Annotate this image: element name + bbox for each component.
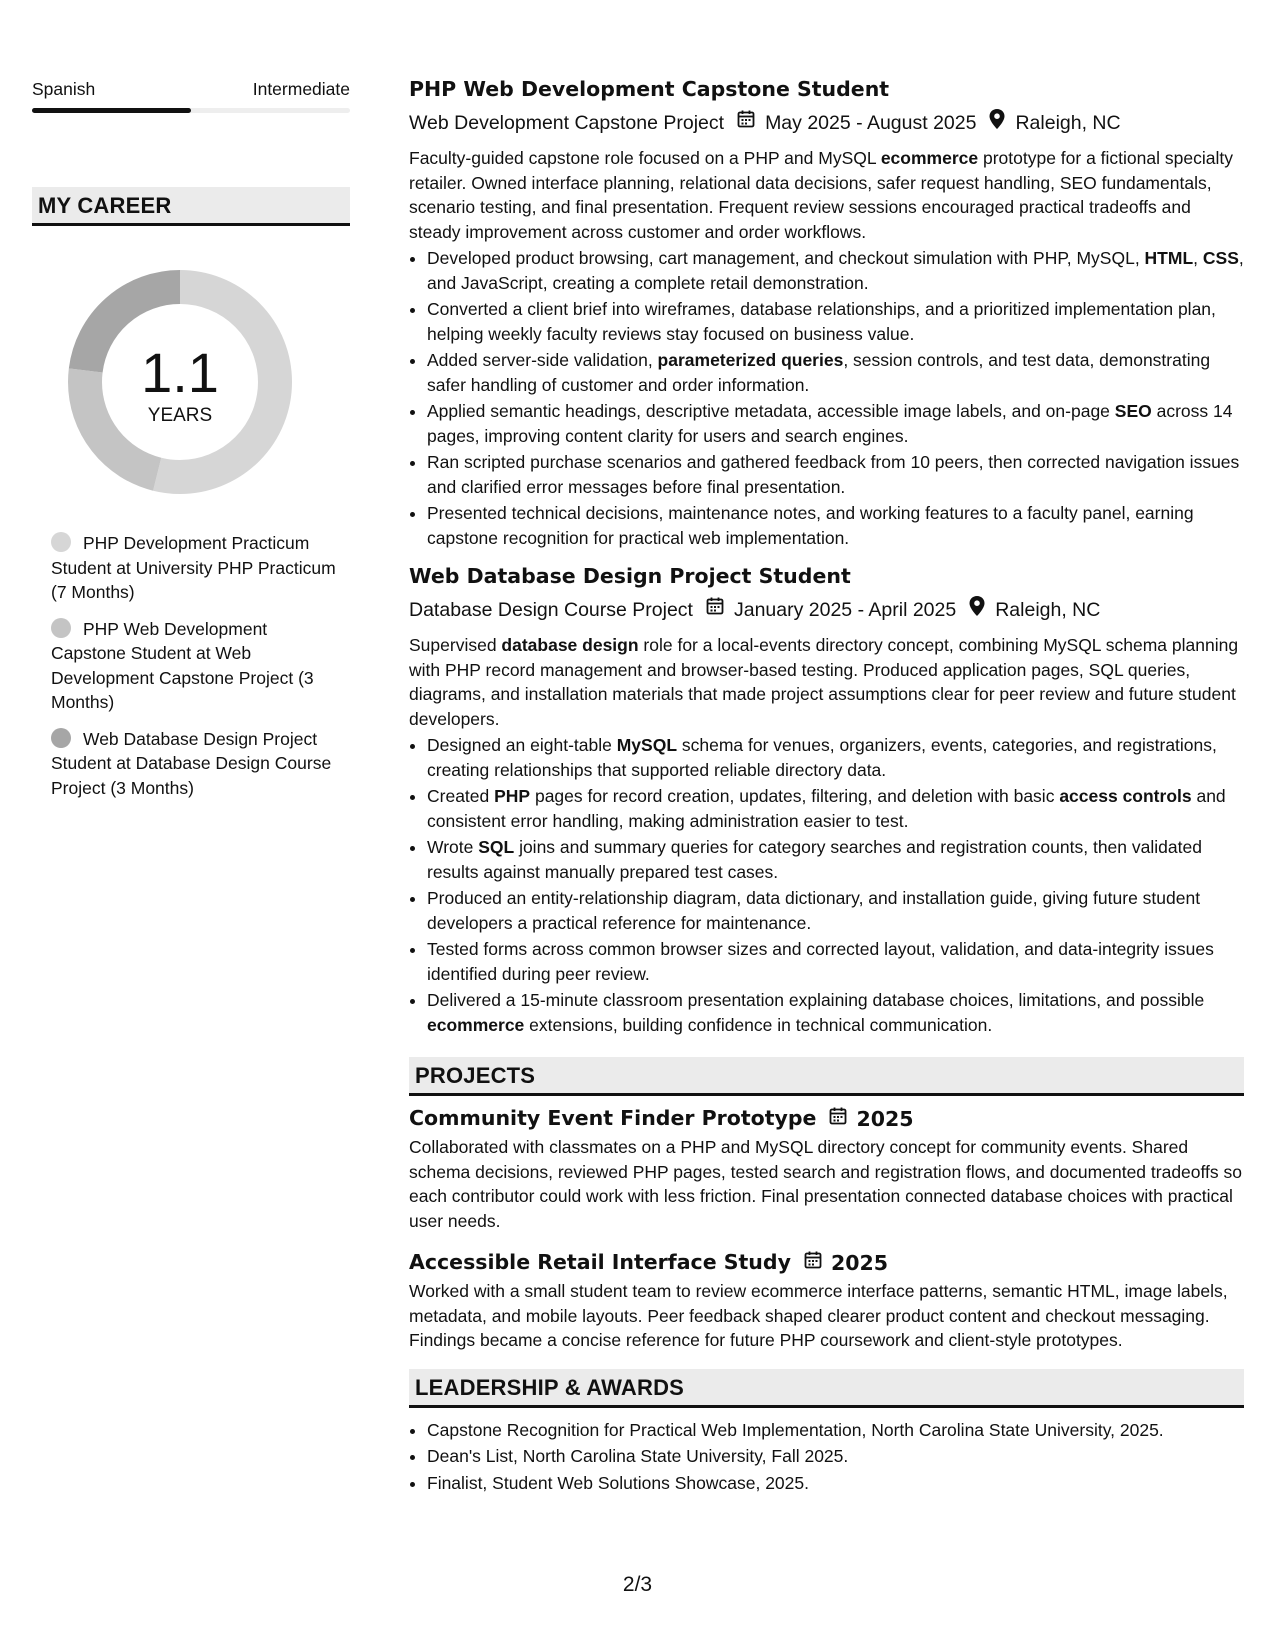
job-bullet xyxy=(427,835,1244,884)
keyword-bold: parameterized queries xyxy=(657,350,844,370)
job-bullet xyxy=(427,501,1244,550)
career-legend-item xyxy=(51,531,336,605)
projects-section-header: PROJECTS xyxy=(409,1057,1244,1096)
text-run: Created xyxy=(427,786,495,806)
career-legend-label: Web Database Design Project Student at Database Design Course Project (3 Months) xyxy=(51,728,332,798)
job-bullet xyxy=(427,399,1244,448)
career-donut-chart xyxy=(67,269,293,495)
keyword-bold: SQL xyxy=(478,837,515,857)
text-run: , session controls, and test data, demonstrating safer handling of customer and order information. xyxy=(427,350,1211,395)
language-name: Spanish xyxy=(32,79,96,99)
language-row xyxy=(32,78,350,100)
job-meta xyxy=(409,595,1244,624)
text-run: joins and summary queries for category searches and registration counts, then validated results against manually prepared test cases. xyxy=(427,837,1202,882)
map-pin-icon xyxy=(988,108,1006,137)
project-description: Worked with a small student team to review ecommerce interface patterns, semantic HTML, image labels, metadata, and mobile layouts. Peer feedback shaped clearer product content and checkout messaging. Findings became a concise reference for future PHP coursework and client-style prototypes. xyxy=(409,1281,1228,1350)
job-bullet xyxy=(427,937,1244,986)
project-year: 2025 xyxy=(830,1250,888,1275)
job-location: Raleigh, NC xyxy=(995,598,1101,621)
project-entry xyxy=(409,1105,1244,1233)
text-run: Developed product browsing, cart management, and checkout simulation with PHP, MySQL, xyxy=(427,248,1145,268)
career-total-unit: YEARS xyxy=(147,405,213,426)
text-run: schema for venues, organizers, events, categories, and registrations, creating relationships that supported reliable directory data. xyxy=(427,735,1217,780)
text-run: prototype for a fictional specialty retailer. Owned interface planning, relational data decisions, safer request handling, SEO fundamentals, scenario testing, and final presentation. Frequent review sessions encouraged practical tradeoffs and steady improvement across customer and order workflows. xyxy=(409,148,1233,242)
award-item: • Capstone Recognition for Practical Web Implementation, North Carolina State University, 2025. xyxy=(427,1418,1244,1443)
text-run: Tested forms across common browser sizes and corrected layout, validation, and data-integrity issues identified during peer review. xyxy=(427,939,1214,984)
calendar-icon xyxy=(803,1250,823,1275)
job-title: PHP Web Development Capstone Student xyxy=(409,77,890,101)
career-legend-label: PHP Development Practicum Student at University PHP Practicum (7 Months) xyxy=(51,533,336,602)
keyword-bold: database design xyxy=(501,635,639,655)
project-description: Collaborated with classmates on a PHP and MySQL directory concept for community events. Shared schema decisions, reviewed PHP pages, tested search and registration flows, and documented tradeoffs so each contributor could work with less friction. Final presentation connected database choices with practical user needs. xyxy=(409,1137,1243,1231)
text-run: , xyxy=(1193,248,1203,268)
text-run: Designed an eight-table xyxy=(427,735,617,755)
job-location: Raleigh, NC xyxy=(1015,111,1121,134)
experience-list xyxy=(409,76,1244,1037)
text-run: pages for record creation, updates, filtering, and deletion with basic xyxy=(530,786,1060,806)
job-dates: May 2025 - August 2025 xyxy=(765,111,977,134)
page-number: 2/3 xyxy=(622,1573,653,1596)
calendar-icon xyxy=(705,596,725,623)
keyword-bold: HTML xyxy=(1144,248,1194,268)
job-bullet xyxy=(427,886,1244,935)
legend-dot-icon xyxy=(51,618,71,638)
award-item: • Dean's List, North Carolina State University, Fall 2025. xyxy=(427,1444,1244,1469)
text-run: role for a local-events directory concept, combining MySQL schema planning with PHP record management and browser-based testing. Produced application pages, SQL queries, diagrams, and installation materials that made project assumptions clear for peer review and future student developers. xyxy=(409,635,1239,729)
job-bullet xyxy=(427,988,1244,1037)
text-run: Delivered a 15-minute classroom presentation explaining database choices, limitations, and possible xyxy=(427,990,1205,1010)
legend-dot-icon xyxy=(51,728,71,748)
career-donut-center xyxy=(67,269,293,495)
job-bullet xyxy=(427,348,1244,397)
awards-section-header: LEADERSHIP & AWARDS xyxy=(409,1369,1244,1408)
text-run: Added server-side validation, xyxy=(427,350,658,370)
legend-dot-icon xyxy=(51,532,71,552)
awards-list xyxy=(409,1418,1244,1496)
text-run: and consistent error handling, making administration easier to test. xyxy=(427,786,1226,831)
keyword-bold: ecommerce xyxy=(880,148,979,168)
career-total-value: 1.1 xyxy=(141,341,219,404)
job-bullet xyxy=(427,246,1244,295)
text-run: extensions, building confidence in technical communication. xyxy=(524,1014,993,1035)
job-entry xyxy=(409,76,1244,550)
text-run: Wrote xyxy=(427,837,479,857)
career-legend-item xyxy=(51,617,336,715)
job-bullet xyxy=(427,733,1244,782)
keyword-bold: PHP xyxy=(494,786,531,806)
sidebar xyxy=(32,78,350,812)
calendar-icon xyxy=(828,1106,848,1131)
job-bullet xyxy=(427,297,1244,346)
job-meta xyxy=(409,108,1244,137)
keyword-bold: MySQL xyxy=(616,735,678,755)
keyword-bold: CSS xyxy=(1202,248,1239,268)
career-legend xyxy=(51,531,336,800)
job-summary xyxy=(409,633,1244,731)
text-run: Produced an entity-relationship diagram, data dictionary, and installation guide, giving future student developers a practical reference for maintenance. xyxy=(427,888,1201,933)
language-level: Intermediate xyxy=(252,79,350,99)
job-bullet xyxy=(427,784,1244,833)
project-entry xyxy=(409,1249,1244,1353)
text-run: Presented technical decisions, maintenance notes, and working features to a faculty panel, earning capstone recognition for practical web implementation. xyxy=(427,503,1194,548)
career-legend-label: PHP Web Development Capstone Student at Web Development Capstone Project (3 Months) xyxy=(51,618,314,712)
language-proficiency-fill xyxy=(32,108,191,113)
job-dates: January 2025 - April 2025 xyxy=(733,598,957,621)
language-proficiency-bar xyxy=(32,108,350,113)
job-bullets xyxy=(409,246,1244,550)
text-run: Faculty-guided capstone role focused on a PHP and MySQL xyxy=(409,148,881,168)
keyword-bold: ecommerce xyxy=(427,1014,525,1035)
text-run: across 14 pages, improving content clarity for users and search engines. xyxy=(427,401,1233,446)
project-title-row xyxy=(409,1249,1244,1276)
career-section-header: MY CAREER xyxy=(32,187,350,226)
project-year: 2025 xyxy=(856,1106,914,1131)
text-run: Supervised xyxy=(409,635,502,655)
text-run: Converted a client brief into wireframes, database relationships, and a prioritized implementation plan, helping weekly faculty reviews stay focused on business value. xyxy=(427,299,1216,344)
job-summary xyxy=(409,146,1244,244)
text-run: , and JavaScript, creating a complete retail demonstration. xyxy=(427,248,1244,293)
job-entry xyxy=(409,563,1244,1037)
project-title: Accessible Retail Interface Study xyxy=(409,1250,791,1274)
job-bullet xyxy=(427,450,1244,499)
main-content xyxy=(409,76,1244,1497)
job-company: Web Development Capstone Project xyxy=(409,111,725,134)
project-title: Community Event Finder Prototype xyxy=(409,1106,817,1130)
calendar-icon xyxy=(736,109,756,136)
job-title: Web Database Design Project Student xyxy=(409,564,851,588)
keyword-bold: access controls xyxy=(1059,786,1192,806)
career-legend-item xyxy=(51,727,336,801)
text-run: Applied semantic headings, descriptive metadata, accessible image labels, and on-page xyxy=(427,401,1115,421)
projects-list xyxy=(409,1105,1244,1353)
job-company: Database Design Course Project xyxy=(409,598,693,621)
award-item: • Finalist, Student Web Solutions Showcase, 2025. xyxy=(427,1471,1244,1496)
project-title-row xyxy=(409,1105,1244,1132)
text-run: Ran scripted purchase scenarios and gathered feedback from 10 peers, then corrected navigation issues and clarified error messages before final presentation. xyxy=(427,452,1240,497)
map-pin-icon xyxy=(968,595,986,624)
keyword-bold: SEO xyxy=(1114,401,1152,421)
job-bullets xyxy=(409,733,1244,1037)
